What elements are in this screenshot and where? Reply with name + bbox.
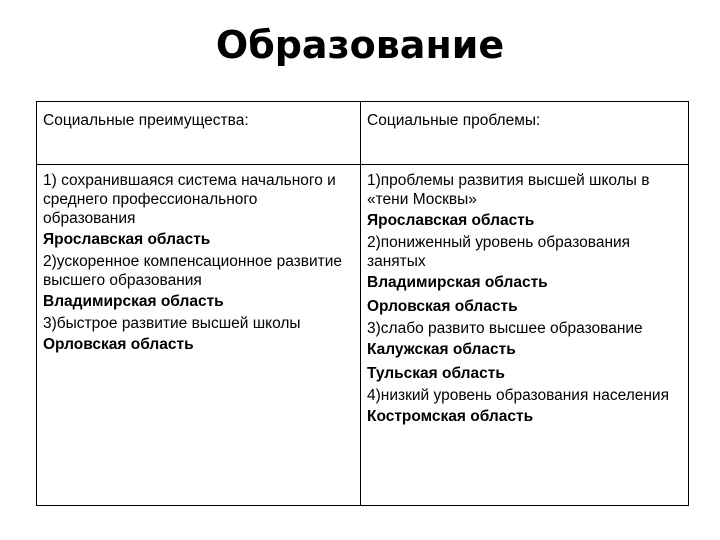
problem-item: 3)слабо развито высшее образование [367, 320, 643, 337]
table-body-row [37, 165, 689, 506]
problem-region: Калужская область [367, 341, 516, 358]
advantage-item: 2)ускоренное компенсационное развитие высшего образования [43, 253, 343, 289]
advantage-region: Ярославская область [43, 231, 211, 248]
problem-item: 2)пониженный уровень образования занятых [367, 234, 631, 270]
advantage-item: 3)быстрое развитие высшей школы [43, 315, 301, 332]
problem-item: 4)низкий уровень образования населения [367, 387, 669, 404]
problem-region: Костромская область [367, 408, 534, 425]
advantages-cell [37, 165, 361, 506]
problems-cell [361, 165, 689, 506]
table-header-row [37, 102, 689, 165]
problem-item: 1)проблемы развития высшей школы в «тени Москвы» [367, 172, 650, 208]
header-problems: Социальные проблемы: [361, 102, 689, 165]
advantage-item: 1) сохранившаяся система начального и среднего профессионального образования [43, 172, 336, 227]
header-advantages: Социальные преимущества: [37, 102, 361, 165]
comparison-table [36, 101, 689, 506]
problem-region: Владимирская область [367, 274, 548, 291]
problem-region: Ярославская область [367, 212, 535, 229]
advantage-region: Орловская область [43, 336, 194, 353]
problem-region: Орловская область [367, 298, 518, 315]
advantage-region: Владимирская область [43, 293, 224, 310]
page-title: Образование [215, 23, 505, 67]
problem-region: Тульская область [367, 365, 505, 382]
